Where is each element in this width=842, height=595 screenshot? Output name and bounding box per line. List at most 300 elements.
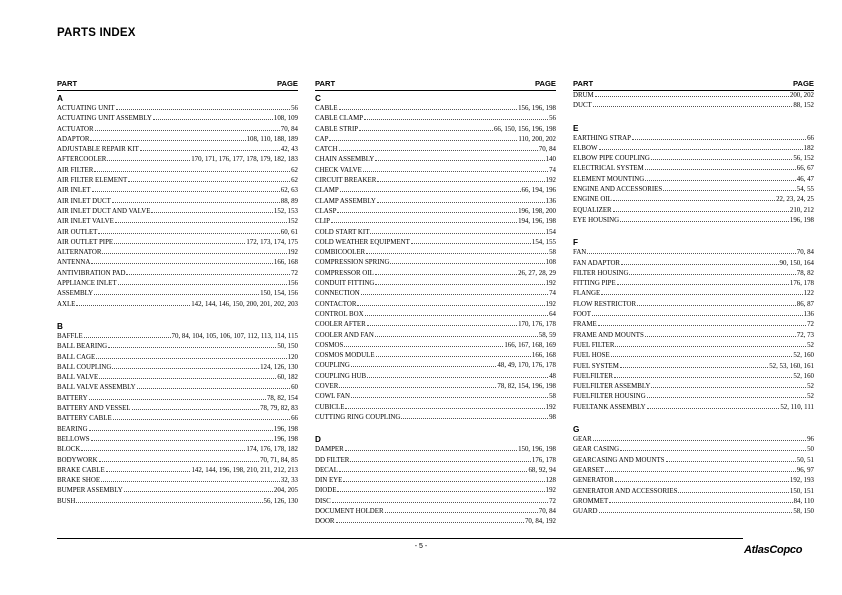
page-refs: 54, 55 [796,186,814,194]
dot-leader [339,109,518,110]
index-column-2 [315,79,556,539]
dot-leader [666,461,796,462]
page-refs: 32, 33 [280,477,298,485]
section-letter: E [573,123,579,133]
page-refs: 136 [545,197,556,205]
page-refs: 156, 196, 198 [518,105,556,112]
part-name: BATTERY CABLE [57,415,112,423]
page-refs: 182 [803,144,814,152]
part-name: FRAME AND MOUNTS [573,331,644,339]
index-entry [573,195,814,205]
dot-leader [376,356,531,357]
index-entry [57,425,298,435]
part-name: CABLE [315,105,338,112]
page-refs: 60 [291,384,298,392]
dot-leader [339,471,527,472]
part-name: EQUALIZER [573,206,612,214]
dot-leader [370,233,544,234]
dot-leader [390,263,544,264]
page-header: PAGE [535,79,556,88]
part-name: ALTERNATOR [57,249,102,257]
index-entry [57,207,298,217]
index-entry [573,101,814,111]
letter-group [315,93,556,423]
dot-leader [595,96,789,97]
part-name: COLD WEATHER EQUIPMENT [315,238,410,246]
page-refs: 170, 176, 178 [518,321,556,329]
page-refs: 70, 84, 104, 105, 106, 107, 112, 113, 114, 115 [171,332,298,340]
index-entry [315,300,556,310]
index-entry [315,238,556,248]
index-entry [573,382,814,392]
part-name: FITTING PIPE [573,280,616,288]
index-entry [573,392,814,402]
page-refs: 192 [545,487,556,495]
index-entry [573,341,814,351]
part-name: ANTIVIBRATION PAD [57,269,126,277]
page-refs: 70, 84 [796,249,814,257]
dot-leader [359,130,493,131]
dot-leader [113,419,290,420]
part-name: CONTACTOR [315,300,357,308]
page-refs: 56, 126, 130 [263,497,298,505]
index-entry [315,382,556,392]
index-entry [57,186,298,196]
index-entry [573,310,814,320]
index-entry [315,456,556,466]
dot-leader [108,347,276,348]
page-refs: 136 [803,311,814,319]
dot-leader [343,481,544,482]
part-name: ELECTRICAL SYSTEM [573,165,644,173]
part-name: AIR FILTER [57,166,94,174]
page-refs: 150, 151 [789,487,814,495]
page-header: PAGE [277,79,298,88]
dot-leader [357,305,544,306]
index-entry [57,332,298,342]
part-name: COMBICOOLER [315,249,366,257]
index-entry [315,155,556,165]
index-entry [315,341,556,351]
part-name: FUEL HOSE [573,352,610,360]
index-entry [573,351,814,361]
dot-leader [617,284,789,285]
page-title: PARTS INDEX [57,27,136,39]
page-refs: 156 [287,280,298,288]
dot-leader [96,358,286,359]
page-refs: 192 [545,177,556,185]
part-name: DECAL [315,466,338,474]
part-header: PART [573,79,594,88]
part-name: FLOW RESTRICTOR [573,300,637,308]
part-name: CLASP [315,207,337,215]
index-entry [315,517,556,527]
index-entry [315,166,556,176]
page-refs: 176, 178 [789,280,814,288]
part-name: BATTERY AND VESSEL [57,405,131,413]
index-entry [57,497,298,507]
dot-leader [91,440,273,441]
index-entry [573,320,814,330]
page-refs: 72 [807,321,814,329]
dot-leader [99,378,276,379]
dot-leader [337,491,544,492]
part-name: FILTER HOUSING [573,269,629,277]
dot-leader [647,408,780,409]
page-refs: 66, 194, 196 [521,187,556,195]
part-name: COUPLING [315,362,350,370]
part-name: FOOT [573,311,591,319]
index-entry [573,497,814,507]
part-name: ELBOW [573,144,598,152]
dot-leader [613,211,789,212]
dot-leader [331,222,517,223]
index-entry [315,207,556,217]
index-entry [573,372,814,382]
part-name: BALL COUPLING [57,363,112,371]
page-refs: 154 [545,228,556,236]
index-entry [57,476,298,486]
dot-leader [629,274,795,275]
dot-leader [651,387,806,388]
dot-leader [336,522,524,523]
part-name: AIR INLET [57,187,91,195]
part-name: EYE HOUSING [573,216,620,224]
dot-leader [375,160,544,161]
page-refs: 98 [549,413,556,421]
index-entry [315,145,556,155]
index-entry [573,259,814,269]
page-refs: 152 [287,218,298,226]
part-name: BRAKE CABLE [57,466,105,474]
index-entry [573,134,814,144]
page-refs: 88, 152 [793,102,814,110]
page-refs: 122 [803,290,814,298]
part-name: ENGINE OIL [573,196,612,204]
index-groups [573,91,814,517]
index-entry [57,114,298,124]
part-name: COSMOS [315,341,344,349]
index-entry [315,351,556,361]
part-name: ACTUATOR [57,125,94,133]
page-refs: 142, 144, 146, 150, 200, 201, 202, 203 [191,300,298,308]
index-entry [315,466,556,476]
page-refs: 70, 84 [538,146,556,154]
index-entry [573,403,814,413]
page-refs: 78, 82, 154, 196, 198 [497,383,556,391]
index-entry [315,217,556,227]
part-name: AXLE [57,300,76,308]
page-refs: 50, 51 [796,456,814,464]
index-entry [315,392,556,402]
part-name: ANTENNA [57,259,91,267]
page-refs: 150, 154, 156 [260,290,298,298]
dot-leader [340,191,521,192]
index-entry [57,217,298,227]
page-refs: 74 [549,166,556,174]
index-entry [315,476,556,486]
page-refs: 78, 79, 82, 83 [260,405,298,413]
index-entry [573,144,814,154]
part-name: DISC [315,497,331,505]
index-groups [57,93,298,507]
index-entry [57,414,298,424]
section-letter: A [57,94,63,103]
part-name: FAN ADAPTOR [573,259,621,267]
page-refs: 64 [549,310,556,318]
part-name: DIODE [315,487,337,495]
index-entry [573,435,814,445]
dot-leader [101,481,280,482]
dot-leader [620,367,768,368]
page-refs: 88, 89 [280,197,298,205]
dot-leader [351,366,497,367]
part-name: ACTUATING UNIT [57,105,115,112]
index-entry [315,269,556,279]
dot-leader [377,181,544,182]
dot-leader [140,150,280,151]
part-name: DAMPER [315,446,344,454]
page-refs: 68, 92, 94 [528,466,556,474]
page-refs: 120 [287,353,298,361]
page-refs: 166, 168 [531,352,556,360]
part-name: FUEL SYSTEM [573,362,619,370]
part-name: CONDUIT FITTING [315,280,375,288]
page-refs: 192 [545,403,556,411]
page-refs: 50 [807,446,814,454]
index-entry [315,486,556,496]
part-name: BUMPER ASSEMBLY [57,487,123,495]
dot-leader [645,336,796,337]
page-refs: 154, 155 [531,238,556,246]
page-refs: 128 [545,477,556,485]
part-name: CLAMP [315,187,339,195]
dot-leader [151,212,272,213]
part-name: DOCUMENT HOLDER [315,507,384,515]
index-groups [315,93,556,528]
dot-leader [367,325,517,326]
index-entry [57,363,298,373]
dot-leader [98,233,279,234]
part-name: GROMMET [573,497,609,505]
index-entry [57,258,298,268]
index-entry [315,413,556,423]
part-name: BUSH [57,497,76,505]
dot-leader [620,221,789,222]
dot-leader [345,450,517,451]
index-entry [57,269,298,279]
index-entry [315,289,556,299]
page-refs: 174, 176, 178, 182 [246,446,298,454]
part-name: FAN [573,249,587,257]
index-entry [57,248,298,258]
index-entry [57,445,298,455]
page-refs: 52, 53, 160, 161 [769,362,814,370]
page-refs: 62 [291,177,298,185]
page-refs: 50, 150 [277,343,298,351]
part-name: GEARCASING AND MOUNTS [573,456,665,464]
dot-leader [609,502,792,503]
part-name: BALL BEARING [57,343,108,351]
index-entry [315,104,556,114]
dot-leader [375,274,517,275]
page-refs: 60, 182 [277,374,298,382]
index-entry [315,186,556,196]
part-name: CABLE CLAMP [315,115,364,123]
index-entry [315,361,556,371]
part-name: CUBICLE [315,403,345,411]
index-entry [57,404,298,414]
part-name: FUELFILTER HOUSING [573,393,646,401]
dot-leader [76,502,262,503]
part-name: DUCT [573,102,592,110]
index-entry [57,104,298,114]
part-name: COSMOS MODULE [315,352,375,360]
part-name: BATTERY [57,394,88,402]
index-entry [573,507,814,517]
page-refs: 62, 63 [280,187,298,195]
part-name: ELBOW PIPE COUPLING [573,155,650,163]
part-name: CATCH [315,146,338,154]
index-entry [315,258,556,268]
dot-leader [112,368,259,369]
page-refs: 96, 97 [796,466,814,474]
part-name: CABLE STRIP [315,125,359,133]
part-name: BAFFLE [57,332,83,340]
page-refs: 66 [291,415,298,423]
dot-leader [615,346,806,347]
page-refs: 72 [549,497,556,505]
page-refs: 66 [807,134,814,142]
part-name: FUEL FILTER [573,341,615,349]
part-header: PART [315,79,336,88]
dot-leader [339,387,496,388]
dot-leader [411,243,531,244]
dot-leader [118,284,287,285]
index-entry [315,114,556,124]
part-name: COOLER AFTER [315,321,366,329]
dot-leader [94,171,290,172]
part-name: ADAPTOR [57,135,90,143]
index-entry [573,164,814,174]
part-name: ASSEMBLY [57,290,94,298]
index-entry [57,373,298,383]
page-refs: 52 [807,341,814,349]
part-name: COVER [315,383,339,391]
dot-leader [89,430,273,431]
page-refs: 70, 84 [538,507,556,515]
page-refs: 210, 212 [789,206,814,214]
index-entry [573,175,814,185]
index-entry [315,279,556,289]
part-name: AIR FILTER ELEMENT [57,177,128,185]
part-name: BELLOWS [57,435,90,443]
part-name: COLD START KIT [315,228,370,236]
part-name: DOOR [315,518,335,526]
dot-leader [621,264,779,265]
dot-leader [592,315,803,316]
index-entry [315,248,556,258]
dot-leader [114,243,245,244]
part-name: COWL FAN [315,393,351,401]
index-entry [315,310,556,320]
dot-leader [350,461,530,462]
page-refs: 74 [549,290,556,298]
part-header: PART [57,79,78,88]
index-entry [573,362,814,372]
dot-leader [332,502,548,503]
page-refs: 196, 198, 200 [518,207,556,215]
page-refs: 48, 49, 170, 176, 178 [497,362,556,370]
page-refs: 72 [291,269,298,277]
page-refs: 72, 73 [796,331,814,339]
dot-leader [587,253,795,254]
dot-leader [645,169,796,170]
index-entry [315,497,556,507]
index-entry [573,300,814,310]
page-refs: 142, 144, 196, 198, 210, 211, 212, 213 [191,466,298,474]
dot-leader [84,337,171,338]
page-refs: 56, 152 [793,155,814,163]
index-entry [573,91,814,101]
part-name: ENGINE AND ACCESSORIES [573,186,663,194]
part-name: COMPRESSOR OIL [315,269,374,277]
page-refs: 150, 196, 198 [518,446,556,454]
dot-leader [76,305,190,306]
part-name: CIRCUIT BREAKER [315,177,377,185]
page-refs: 86, 87 [796,300,814,308]
index-entry [315,197,556,207]
index-entry [57,135,298,145]
column-header [57,79,298,91]
page-refs: 196, 198 [789,216,814,224]
footer-divider [57,538,743,539]
page-refs: 48 [549,372,556,380]
page-refs: 66, 150, 156, 196, 198 [493,125,556,133]
section-letter: C [315,94,321,103]
index-entry [315,176,556,186]
dot-leader [375,336,538,337]
part-name: GENERATOR [573,477,614,485]
dot-leader [637,305,796,306]
dot-leader [126,274,290,275]
page-refs: 124, 126, 130 [260,363,298,371]
part-name: AFTERCOOLER [57,156,107,164]
page-refs: 62 [291,166,298,174]
dot-leader [651,159,793,160]
index-entry [57,289,298,299]
brand-logo: AtlasCopco [744,544,803,556]
part-name: DIN EYE [315,477,343,485]
index-entry [57,125,298,135]
page-refs: 166, 168 [273,259,298,267]
part-name: CONNECTION [315,290,360,298]
dot-leader [90,140,245,141]
page-number: - 5 - [414,543,428,550]
page-refs: 26, 27, 28, 29 [518,269,556,277]
letter-group [573,237,814,413]
part-name: BALL VALVE [57,374,99,382]
page-refs: 196, 198 [273,435,298,443]
index-entry [57,353,298,363]
index-entry [57,279,298,289]
section-letter: B [57,321,63,331]
index-entry [315,372,556,382]
page-refs: 70, 71, 84, 85 [260,456,298,464]
dot-leader [115,222,287,223]
dot-leader [364,119,548,120]
dot-leader [678,492,788,493]
